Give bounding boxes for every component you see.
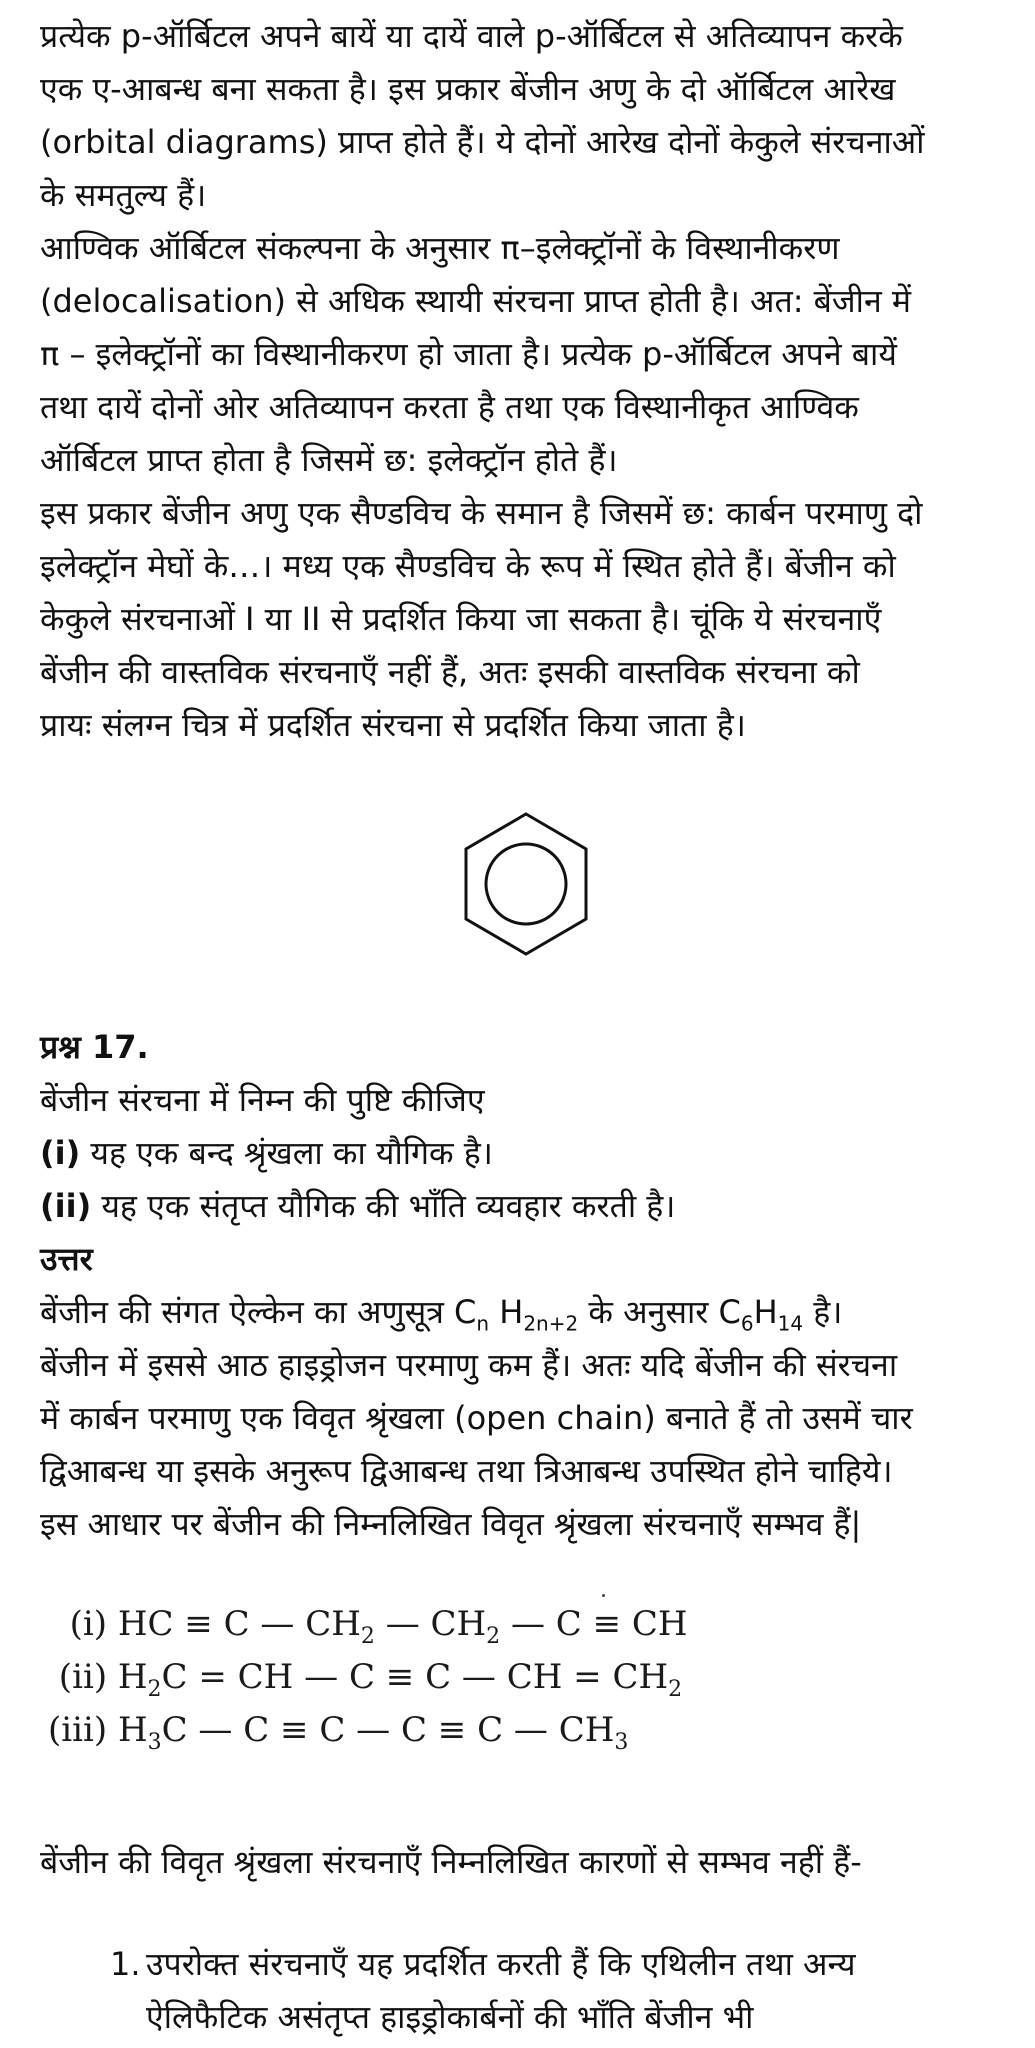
formula-ii bbox=[48, 1651, 688, 1704]
text-line: तथा दायें दोनों ओर अतिव्यापन करता है तथा एक विस्थानीकृत आण्विक bbox=[40, 388, 859, 426]
question-block bbox=[40, 1021, 1020, 1551]
question-part-2 bbox=[40, 1180, 1020, 1233]
reasons-list bbox=[110, 1938, 1010, 2044]
subscript: 6 bbox=[740, 1311, 754, 1336]
part-text: यह एक संतृप्त यौगिक की भाँति व्यवहार करती है। bbox=[91, 1187, 676, 1225]
list-item bbox=[110, 1938, 1010, 1991]
question-heading: प्रश्न 17. bbox=[40, 1028, 149, 1066]
benzene-ring-figure bbox=[460, 810, 592, 958]
text-run: C = CH — C ≡ C — CH = CH bbox=[161, 1657, 669, 1697]
part-label: (i) bbox=[40, 1134, 81, 1172]
text-line: इलेक्ट्रॉन मेघों के…। मध्य एक सैण्डविच के रूप में स्थित होते हैं। बेंजीन को bbox=[40, 547, 896, 585]
text-line: आण्विक ऑर्बिटल संकल्पना के अनुसार π–इलेक्ट्रॉनों के विस्थानीकरण bbox=[40, 229, 840, 267]
text-run: H bbox=[489, 1293, 524, 1331]
open-chain-formulas bbox=[48, 1598, 688, 1757]
text-line: (delocalisation) से अधिक स्थायी संरचना प्राप्त होती है। अत: बेंजीन में bbox=[40, 282, 912, 320]
subscript: 3 bbox=[147, 1729, 162, 1755]
benzene-hexagon bbox=[466, 814, 586, 954]
text-line: प्रत्येक p-ऑर्बिटल अपने बायें या दायें वाले p-ऑर्बिटल से अतिव्यापन करके bbox=[40, 17, 903, 55]
formula-i bbox=[48, 1598, 688, 1651]
part-text: यह एक बन्द श्रृंखला का यौगिक है। bbox=[80, 1134, 493, 1172]
subscript: n bbox=[476, 1311, 490, 1336]
question-part-1 bbox=[40, 1127, 1020, 1180]
text-line: बेंजीन में इससे आठ हाइड्रोजन परमाणु कम हैं। अतः यदि बेंजीन की संरचना bbox=[40, 1346, 898, 1384]
formula-iii bbox=[48, 1704, 688, 1757]
text-run: के अनुसार C bbox=[578, 1293, 741, 1331]
stray-dot bbox=[602, 1594, 605, 1597]
text-line: (orbital diagrams) प्राप्त होते हैं। ये दोनों आरेख दोनों केकुले संरचनाओं bbox=[40, 123, 925, 161]
subscript: 14 bbox=[777, 1311, 804, 1336]
list-text: उपरोक्त संरचनाएँ यह प्रदर्शित करती हैं कि एथिलीन तथा अन्य bbox=[146, 1945, 856, 1983]
text-run: H bbox=[753, 1293, 778, 1331]
text-run: (ii) H bbox=[48, 1657, 148, 1697]
text-line: में कार्बन परमाणु एक विवृत श्रृंखला (open chain) बनाते हैं तो उसमें चार bbox=[40, 1399, 913, 1437]
text-line: केकुले संरचनाओं I या II से प्रदर्शित किया जा सकता है। चूंकि ये संरचनाएँ bbox=[40, 600, 882, 638]
text-run: C — C ≡ C — C ≡ C — CH bbox=[161, 1710, 615, 1750]
text-line: इस प्रकार बेंजीन अणु एक सैण्डविच के समान है जिसमें छ: कार्बन परमाणु दो bbox=[40, 494, 923, 532]
text-run: (iii) H bbox=[48, 1710, 148, 1750]
intro-paragraph bbox=[40, 10, 1020, 752]
text-line: बेंजीन की विवृत श्रृंखला संरचनाएँ निम्नलिखित कारणों से सम्भव नहीं हैं- bbox=[40, 1843, 862, 1881]
subscript: 2 bbox=[147, 1676, 162, 1702]
text-run: (i) HC ≡ C — CH bbox=[48, 1604, 361, 1644]
text-line: के समतुल्य हैं। bbox=[40, 176, 207, 214]
text-run: — C ≡ CH bbox=[500, 1604, 688, 1644]
subscript: 2 bbox=[360, 1623, 375, 1649]
text-line: ऑर्बिटल प्राप्त होता है जिसमें छ: इलेक्ट्रॉन होते हैं। bbox=[40, 441, 618, 479]
subscript: 2n+2 bbox=[523, 1311, 579, 1336]
question-text: बेंजीन संरचना में निम्न की पुष्टि कीजिए bbox=[40, 1081, 485, 1119]
list-item-continuation: ऐलिफैटिक असंतृप्त हाइड्रोकार्बनों की भाँति बेंजीन भी bbox=[146, 1998, 754, 2036]
subscript: 3 bbox=[614, 1729, 629, 1755]
text-line: बेंजीन की वास्तविक संरचनाएँ नहीं हैं, अतः इसकी वास्तविक संरचना को bbox=[40, 653, 860, 691]
part-label: (ii) bbox=[40, 1187, 92, 1225]
text-line: प्रायः संलग्न चित्र में प्रदर्शित संरचना से प्रदर्शित किया जाता है। bbox=[40, 706, 746, 744]
answer-formula-line bbox=[40, 1286, 1020, 1339]
subscript: 2 bbox=[486, 1623, 501, 1649]
subscript: 2 bbox=[668, 1676, 683, 1702]
benzene-inner-circle bbox=[486, 844, 566, 924]
conclusion-paragraph bbox=[40, 1836, 1020, 1889]
text-line: इस आधार पर बेंजीन की निम्नलिखित विवृत श्रृंखला संरचनाएँ सम्भव हैं| bbox=[40, 1505, 862, 1543]
text-line: π – इलेक्ट्रॉनों का विस्थानीकरण हो जाता है। प्रत्येक p-ऑर्बिटल अपने बायें bbox=[40, 335, 897, 373]
answer-heading: उत्तर bbox=[40, 1240, 93, 1278]
text-run: है। bbox=[803, 1293, 843, 1331]
text-run: — CH bbox=[374, 1604, 487, 1644]
text-line: द्विआबन्ध या इसके अनुरूप द्विआबन्ध तथा त्रिआबन्ध उपस्थित होने चाहिये। bbox=[40, 1452, 893, 1490]
list-number: 1. bbox=[110, 1945, 141, 1983]
text-run: बेंजीन की संगत ऐल्केन का अणुसूत्र C bbox=[40, 1293, 477, 1331]
text-line: एक ए-आबन्ध बना सकता है। इस प्रकार बेंजीन अणु के दो ऑर्बिटल आरेख bbox=[40, 70, 896, 108]
